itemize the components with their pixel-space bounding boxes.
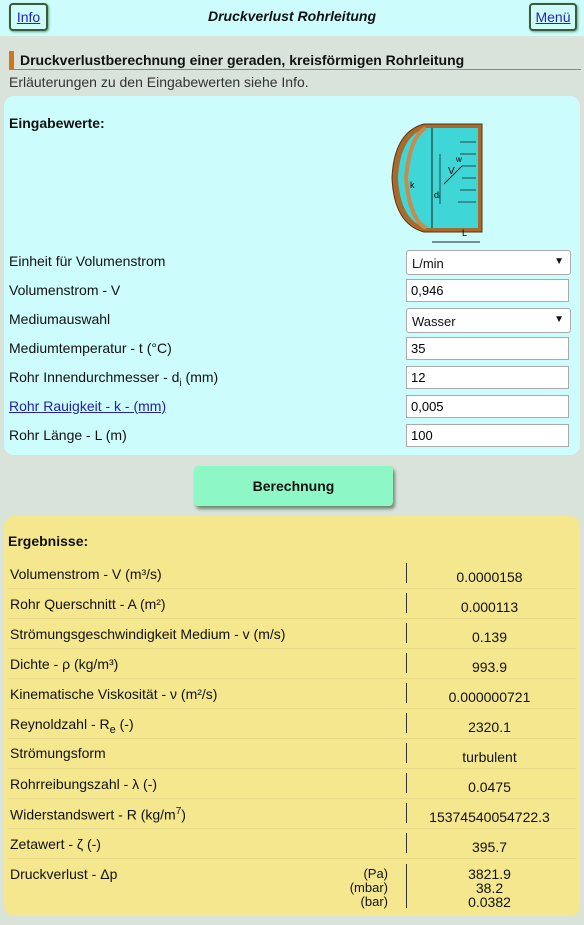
input-section-title: Eingabewerte: [9,115,105,131]
inner-diameter-label: Rohr Innendurchmesser - $d_i$ (mm) [9,369,219,389]
result-label-flow: Volumenstrom - V (m³/s) [10,566,162,582]
pressure-unit-pa: (Pa) [363,866,388,881]
page-heading: Druckverlustberechnung einer geraden, kreisförmigen Rohrleitung [9,51,581,70]
results-section-title: Ergebnisse: [8,533,89,549]
medium-label: Mediumauswahl [9,311,111,327]
divider [8,738,576,739]
result-value-velocity: 0.139 [471,629,508,645]
temperature-input[interactable] [406,337,569,360]
input-panel [4,96,580,455]
divider [8,858,576,859]
info-button[interactable]: Info [9,3,48,31]
pressure-unit-bar: (bar) [360,894,388,909]
roughness-input[interactable] [406,395,569,418]
result-value-resistance: 15374540054722.3 [429,809,550,825]
result-label-flow-type: Strömungsform [10,745,106,761]
medium-value: Wasser [412,314,456,329]
result-label-density: Dichte - ρ (kg/m³) [10,656,119,672]
result-value-flow-type: turbulent [462,749,517,765]
flow-unit-label: Einheit für Volumenstrom [9,253,166,269]
pressure-value-mbar: 38.2 [475,880,504,896]
calculate-button[interactable]: Berechnung [194,466,393,506]
pressure-unit-mbar: (mbar) [349,880,388,895]
divider [8,828,576,829]
result-value-zeta: 395.7 [471,839,508,855]
medium-select[interactable] [406,308,571,333]
divider [8,648,576,649]
diagram-label-roughness: k [410,180,415,190]
result-value-flow: 0.0000158 [456,569,523,585]
length-input[interactable] [406,424,569,447]
result-label-friction: Rohrreibungszahl - λ (-) [10,776,158,792]
flow-rate-label: Volumenstrom - V [9,282,121,298]
result-value-reynolds: 2320.1 [468,719,511,735]
diagram-label-diameter: dᵢ [434,190,441,200]
diagram-label-wall: w [456,155,462,164]
result-label-area: Rohr Querschnitt - A (m²) [10,596,166,612]
pipe-diagram [390,114,486,246]
result-value-area: 0.000113 [460,599,519,615]
chevron-down-icon: ▼ [554,256,564,267]
flow-rate-input[interactable] [406,279,569,302]
divider [8,798,576,799]
result-label-resistance: Widerstandswert - R $(kg/m^7)$ [10,806,186,823]
result-label-pressure-loss: Druckverlust - Δp [10,866,118,882]
divider [8,588,576,589]
flow-unit-select[interactable] [406,250,571,275]
results-panel [4,516,580,916]
diagram-label-velocity: V [448,166,455,177]
flow-unit-value: L/min [412,256,444,271]
divider [8,708,576,709]
result-label-reynolds: Reynoldzahl - $R_e$ (-) [10,716,134,736]
diagram-label-length: L [462,228,468,238]
inner-diameter-input[interactable] [406,366,569,389]
top-bar [0,0,584,36]
result-label-velocity: Strömungsgeschwindigkeit Medium - v (m/s) [10,626,286,642]
divider [8,618,576,619]
chevron-down-icon: ▼ [554,314,564,325]
app-title: Druckverlust Rohrleitung [207,8,377,24]
length-label: Rohr Länge - L (m) [9,427,127,443]
divider [8,768,576,769]
divider [8,678,576,679]
menu-button[interactable]: Menü [529,3,577,31]
pressure-value-pa: 3821.9 [468,866,511,882]
result-value-viscosity: 0.000000721 [448,689,531,705]
pressure-value-bar: 0.0382 [468,894,511,910]
result-label-viscosity: Kinematische Viskosität - ν (m²/s) [10,686,218,702]
result-value-density: 993.9 [471,659,508,675]
temperature-label: Mediumtemperatur - t (°C) [9,340,172,356]
result-value-friction: 0.0475 [468,779,511,795]
roughness-link[interactable]: Rohr Rauigkeit - k - (mm) [9,398,167,414]
info-hint: Erläuterungen zu den Eingabewerten siehe Info. [9,74,309,90]
result-label-zeta: Zetawert - ζ (-) [10,836,101,852]
